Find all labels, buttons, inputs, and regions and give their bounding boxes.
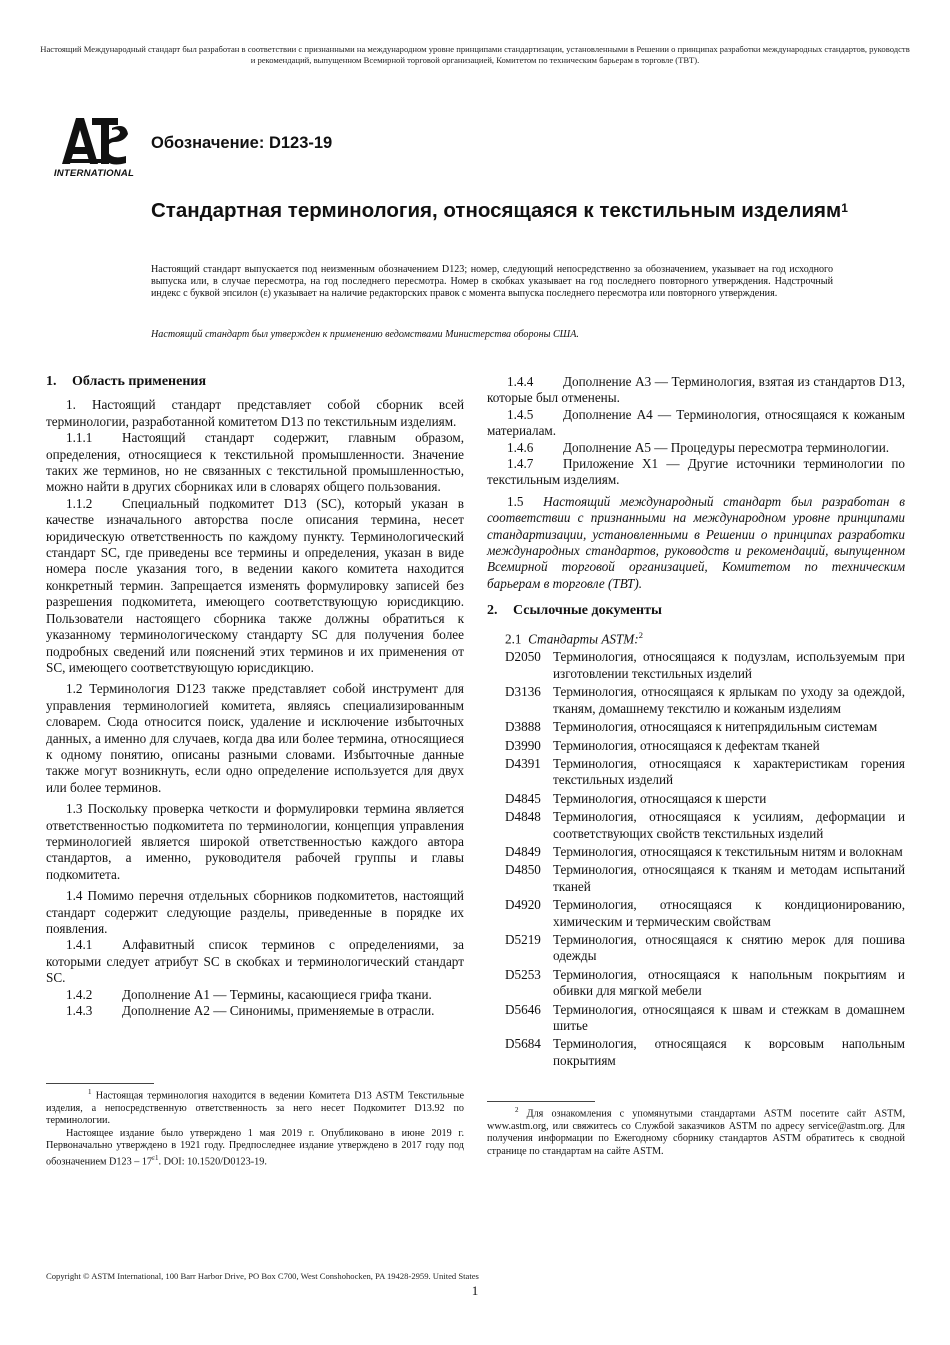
astm-logo-mark-icon bbox=[52, 112, 136, 168]
reference-code: D2050 bbox=[505, 649, 541, 665]
reference-code: D5646 bbox=[505, 1001, 541, 1017]
reference-item bbox=[487, 756, 905, 789]
footnotes-right bbox=[487, 1101, 905, 1158]
reference-code: D5219 bbox=[505, 931, 541, 947]
reference-title: Терминология, относящаяся к характеристикам горения текстильных изделий bbox=[553, 755, 905, 788]
footnote-1-edition: Настоящее издание было утверждено 1 мая 2019 г. Опубликовано в июне 2019 г. Первоначально утверждено в 1921 году. Предпоследнее издание утверждено в 2017 году под обозначением $D123 - 17^{\varepsilon 1}$. DOI: 10.1520/D0123-19. bbox=[46, 1127, 464, 1168]
para-1-4-6: 1.4.6 Дополнение A5 — Процедуры пересмотра терминологии. bbox=[507, 439, 890, 455]
para-1-4-3: 1.4.3 Дополнение A2 — Синонимы, применяемые в отрасли. bbox=[66, 1003, 435, 1019]
reference-code: D4845 bbox=[505, 790, 541, 806]
reference-title: Терминология, относящаяся к ярлыкам по уходу за одеждой, тканям, домашнему текстилю и кожаным изделиям bbox=[553, 684, 905, 716]
reference-code: D4849 bbox=[505, 843, 541, 859]
reference-item bbox=[487, 932, 905, 965]
reference-title: Терминология, относящаяся к тканям и методам испытаний тканей bbox=[553, 862, 905, 894]
page-number: 1 bbox=[471, 1283, 479, 1298]
intro-paragraph: Настоящий стандарт выпускается под неизменным обозначением D123; номер, следующий непосредственно за обозначением, указывает на год исходного выпуска или, в случае пересмотра, на год последнего пересмотра. Номер в скобках указывает на год последнего повторного утверждения. Надстрочный индекс с буквой эпсилон (ε) указывает на наличие редакторских правок с момента выпуска последнего пересмотра или повторного утверждения. bbox=[151, 264, 833, 300]
footnote-1: $^1$ Настоящая терминология находится в ведении Комитета D13 ASTM Текстильные изделия, а непосредственную ответственность за него несет Подкомитет D13.92 по терминологии. bbox=[46, 1088, 465, 1127]
footnotes-left bbox=[46, 1083, 464, 1169]
title-footnote-mark: 1 bbox=[841, 201, 848, 215]
reference-code: D4850 bbox=[505, 862, 541, 878]
designation: Обозначение: D123-19 bbox=[151, 134, 333, 152]
reference-title: Терминология, относящаяся к напольным покрытиям и обивки для мягкой мебели bbox=[553, 966, 905, 999]
reference-title: Терминология, относящаяся к швам и стежкам в домашнем шитье bbox=[553, 1001, 905, 1034]
left-column bbox=[46, 374, 464, 1019]
right-column bbox=[487, 374, 905, 1071]
para-1-1-1: 1.1.1 Настоящий стандарт содержит, главным образом, определения, относящиеся к текстильной промышленности. Значение таких же терминов, но не связанных с текстильной промышленностью, можно найти в других сборниках или в словарях общего пользования. bbox=[46, 430, 464, 495]
reference-item bbox=[487, 719, 905, 735]
copyright: Copyright © ASTM International, 100 Barr Harbor Drive, PO Box C700, West Conshohocken, PA 19428-2959. United States bbox=[46, 1271, 479, 1281]
reference-title: Терминология, относящаяся к текстильным нитям и волокнам bbox=[553, 843, 903, 859]
para-1-3: 1.3 Поскольку проверка четкости и формулировки термина является ответственностью подкомитета по терминологии, концепция управления терминологией является широкой ответственностью каждого автора стандартов, а именно, руководителя рабочей группы и главы подкомитета. bbox=[46, 801, 464, 882]
para-1: 1. Настоящий стандарт представляет собой сборник всей терминологии, разработанной комитетом D13 по текстильным изделиям. bbox=[46, 397, 464, 429]
reference-item bbox=[487, 897, 905, 930]
title-text: Стандартная терминология, относящаяся к текстильным изделиям bbox=[151, 199, 842, 222]
reference-item bbox=[487, 684, 905, 717]
top-note: Настоящий Международный стандарт был разработан в соответствии с признанными на международном уровне принципами стандартизации, установленными в Решении о принципах разработки международных стандартов, руководств и рекомендаций, выпущенном Всемирной торговой организацией, Комитетом по техническим барьерам в торговле (ТВТ). bbox=[40, 44, 910, 65]
astm-logo bbox=[52, 112, 136, 182]
reference-title: Терминология, относящаяся к ворсовым напольным покрытиям bbox=[553, 1036, 905, 1068]
para-1-4-1: 1.4.1 Алфавитный список терминов с определениями, за которыми следует атрибут SC в скобках и терминологический стандарт SC. bbox=[46, 937, 464, 986]
approval-note: Настоящий стандарт был утвержден к применению ведомствами Министерства обороны США. bbox=[151, 329, 579, 340]
para-1-4: 1.4 Помимо перечня отдельных сборников подкомитетов, настоящий стандарт содержит следующие разделы, приведенные в порядке их появления. bbox=[46, 888, 464, 936]
reference-code: D4848 bbox=[505, 809, 541, 825]
para-1-1-2: 1.1.2 Специальный подкомитет D13 (SC), который указан в качестве изначального авторства после описания термина, несет юридическую ответственность по каждому пункту. Терминологический стандарт SC, где приведены все термины и определения, указан в виде номера после указания того, в ведении какого комитета находится конкретный термин. Запрещается изменять формулировку записей без разрешения подкомитета, имеющего соответствующую юрисдикцию. Пользователи настоящего сборника также должны обратиться к указанному терминологическому стандарту SC для получения более подробных сведений или пояснений этих терминов и их применения от SC, имеющего соответствующую юрисдикцию. bbox=[46, 495, 464, 675]
logo-international-text: INTERNATIONAL bbox=[53, 168, 135, 179]
reference-item bbox=[487, 809, 905, 842]
reference-item bbox=[487, 862, 905, 895]
reference-code: D5684 bbox=[505, 1036, 541, 1052]
reference-title: Терминология, относящаяся к шерсти bbox=[553, 790, 767, 806]
reference-list bbox=[487, 649, 905, 1069]
subsection-2-1: 2.1 Стандарты ASTM:$^2$ bbox=[505, 629, 643, 647]
para-1-4-7: 1.4.7 Приложение X1 — Другие источники терминологии по текстильным изделиям. bbox=[487, 456, 905, 488]
document-title bbox=[151, 199, 851, 223]
para-1-4-5: 1.4.5 Дополнение A4 — Терминология, относящаяся к кожаным материалам. bbox=[487, 406, 905, 439]
reference-item bbox=[487, 967, 905, 1000]
reference-title: Терминология, относящаяся к нитепрядильным системам bbox=[553, 719, 878, 735]
reference-code: D5253 bbox=[505, 966, 541, 982]
reference-item bbox=[487, 738, 905, 754]
reference-code: D4391 bbox=[505, 755, 541, 771]
section-1-heading: 1. Область применения bbox=[46, 374, 207, 389]
reference-title: Терминология, относящаяся к снятию мерок для пошива одежды bbox=[553, 931, 905, 964]
reference-title: Терминология, относящаяся к подузлам, используемым при изготовлении текстильных изделий bbox=[553, 649, 905, 681]
para-1-2: 1.2 Терминология D123 также представляет собой инструмент для управления терминологией комитета, являясь специализированным словарем. Сюда относится поиск, удаление и исключение избыточных данных, а именно для случаев, когда два или более термина, относящиеся к одному понятию, описаны разными словами. Избыточные данные также могут возникнуть, если одно определение используется для двух или более терминов. bbox=[46, 681, 464, 795]
reference-item bbox=[487, 791, 905, 807]
reference-item bbox=[487, 1036, 905, 1069]
para-1-5: 1.5 Настоящий международный стандарт был разработан в соответствии с признанными на международном уровне принципами стандартизации, установленными в Решении о принципах разработки международных стандартов, руководств и рекомендаций, выпущенном Всемирной торговой организацией, Комитетом по техническим барьерам в торговле (ТВТ). bbox=[487, 493, 905, 591]
para-1-4-4: 1.4.4 Дополнение A3 — Терминология, взятая из стандартов D13, которые был отменены. bbox=[487, 374, 905, 406]
reference-item bbox=[487, 649, 905, 682]
section-2-heading: 2. Ссылочные документы bbox=[487, 603, 662, 619]
reference-title: Терминология, относящаяся к усилиям, деформации и соответствующих свойств текстильных изделий bbox=[553, 809, 905, 841]
reference-code: D4920 bbox=[505, 897, 541, 913]
reference-title: Терминология, относящаяся к дефектам тканей bbox=[553, 737, 820, 753]
reference-code: D3136 bbox=[505, 684, 541, 700]
reference-code: D3990 bbox=[505, 737, 541, 753]
para-1-4-2: 1.4.2 Дополнение A1 — Термины, касающиеся грифа ткани. bbox=[66, 986, 432, 1002]
reference-code: D3888 bbox=[505, 719, 541, 735]
reference-item bbox=[487, 1002, 905, 1035]
footnote-2: $^2$ Для ознакомления с упомянутыми стандартами ASTM посетите сайт ASTM, www.astm.org, или свяжитесь со Службой заказчиков ASTM по адресу service@astm.org. Для получения информации по Ежегодному сборнику стандартов ASTM обратитесь к сводной странице по стандартам на сайте ASTM. bbox=[487, 1106, 905, 1157]
footnote-rule bbox=[487, 1101, 595, 1102]
footnote-rule bbox=[46, 1083, 154, 1084]
reference-title: Терминология, относящаяся к кондиционированию, химическим и термическим свойствам bbox=[553, 897, 905, 929]
reference-item bbox=[487, 844, 905, 860]
